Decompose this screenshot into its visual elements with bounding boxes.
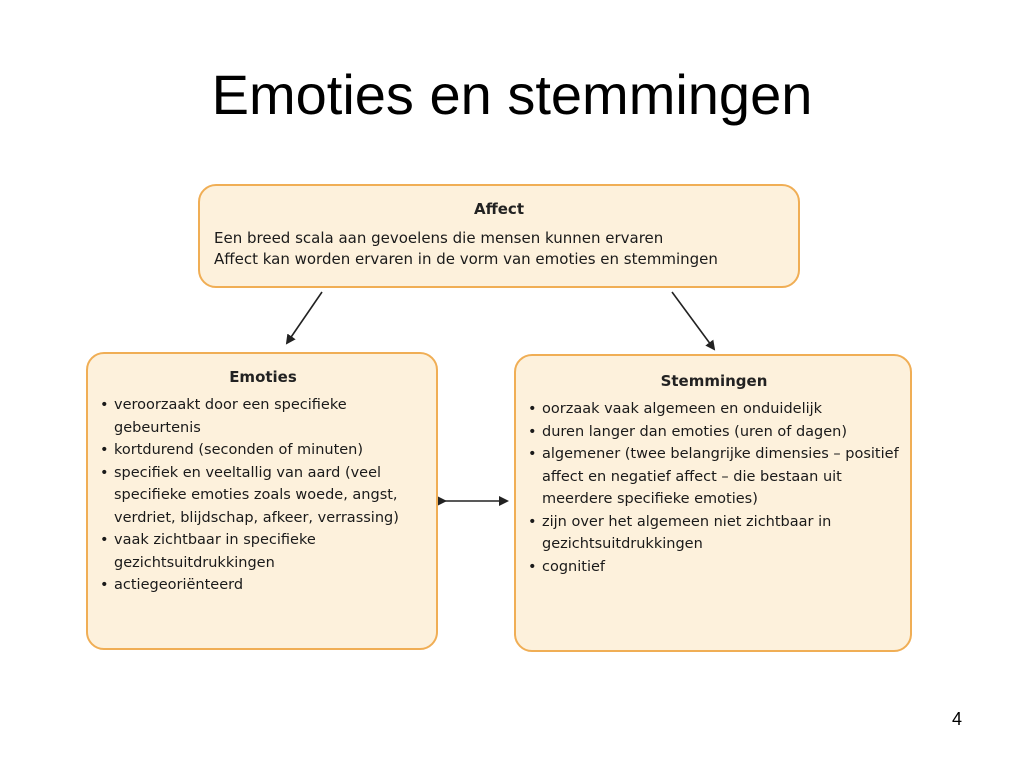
bullet-icon: • (100, 577, 109, 593)
bullet-icon: • (528, 423, 537, 440)
emoties-heading: Emoties (229, 368, 297, 386)
bullet-icon: • (528, 513, 537, 530)
arrow-affect-to-stemmingen (672, 292, 714, 349)
bullet-icon: • (100, 397, 109, 413)
bullet-icon: • (528, 558, 537, 575)
list-item: • duren langer dan emoties (uren of dagen) (528, 421, 900, 444)
affect-heading: Affect (474, 200, 524, 218)
bullet-icon: • (100, 464, 109, 481)
list-item: • specifiek en veeltallig van aard (veel specifieke emoties zoals woede, angst, verdriet, blijdschap, afkeer, verrassing) (100, 462, 426, 530)
bullet-icon: • (100, 442, 109, 458)
list-item: • actiegeoriënteerd (100, 574, 426, 597)
stemmingen-list (528, 398, 900, 578)
list-item: • vaak zichtbaar in specifieke gezichtsuitdrukkingen (100, 529, 426, 574)
bullet-icon: • (100, 532, 109, 548)
affect-line: Een breed scala aan gevoelens die mensen kunnen ervaren (214, 229, 664, 247)
list-item: • algemener (twee belangrijke dimensies – positief affect en negatief affect – die bestaan uit meerdere specifieke emoties) (528, 443, 900, 511)
affect-line: Affect kan worden ervaren in de vorm van emoties en stemmingen (214, 250, 718, 268)
list-item: • kortdurend (seconden of minuten) (100, 439, 426, 462)
list-item: • cognitief (528, 556, 900, 579)
bullet-icon: • (528, 446, 537, 462)
emoties-box (86, 352, 438, 650)
arrow-affect-to-emoties (287, 292, 322, 343)
emoties-list (100, 394, 426, 597)
affect-box (198, 184, 800, 288)
slide-title: Emoties en stemmingen (211, 63, 813, 126)
list-item: • oorzaak vaak algemeen en onduidelijk (528, 398, 900, 421)
list-item: • veroorzaakt door een specifieke gebeurtenis (100, 394, 426, 439)
bullet-icon: • (528, 401, 537, 417)
page-number: 4 (952, 709, 963, 729)
stemmingen-heading: Stemmingen (660, 372, 768, 390)
list-item: • zijn over het algemeen niet zichtbaar in gezichtsuitdrukkingen (528, 511, 900, 556)
stemmingen-box (514, 354, 912, 652)
